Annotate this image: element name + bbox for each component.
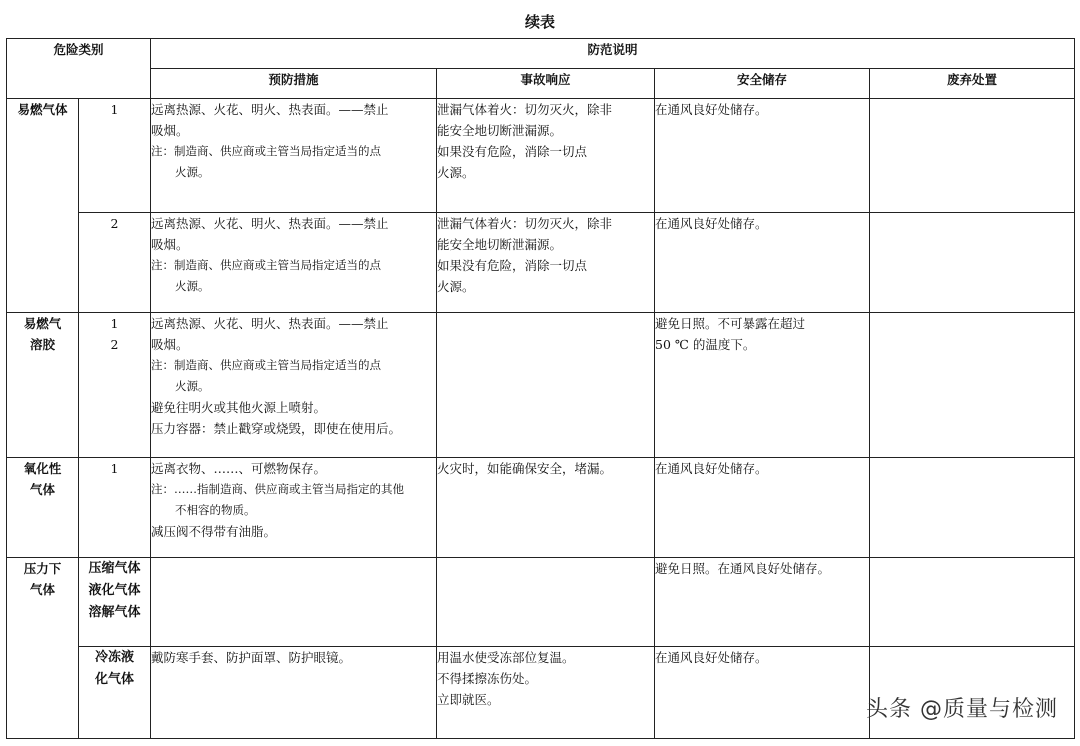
header-row-1 [7, 39, 1075, 69]
note-line: 不相容的物质。 [175, 503, 256, 517]
note-line: 注：制造商、供应商或主管当局指定适当的点 [151, 258, 382, 272]
prevention-note [151, 355, 436, 397]
response-cell [437, 647, 655, 739]
disposal-cell [870, 458, 1075, 558]
response-text: 泄漏气体着火：切勿灭火，除非 [437, 102, 613, 117]
prevention-note [151, 479, 436, 521]
storage-text: 避免日照。不可暴露在超过 [655, 316, 806, 331]
table-row [7, 558, 1075, 647]
table-row [7, 99, 1075, 213]
response-cell [437, 213, 655, 313]
class-label: 压缩气体 [88, 561, 141, 576]
header-hazard-class: 危险类别 [7, 39, 151, 99]
response-cell [437, 458, 655, 558]
prevention-text: 吸烟。 [151, 123, 189, 138]
class-label: 1 [110, 461, 119, 476]
prevention-note [151, 141, 436, 183]
header-prevention: 预防措施 [151, 69, 437, 99]
prevention-cell [151, 313, 437, 458]
category-label: 气体 [29, 482, 55, 497]
prevention-cell [151, 647, 437, 739]
prevention-text: 吸烟。 [151, 337, 189, 352]
prevention-text: 吸烟。 [151, 237, 189, 252]
header-storage: 安全储存 [655, 69, 870, 99]
response-text: 不得揉擦冻伤处。 [437, 671, 538, 686]
watermark: 头条 @质量与检测 [866, 697, 1058, 722]
note-line: 注：……指制造商、供应商或主管当局指定的其他 [151, 482, 405, 496]
response-text: 能安全地切断泄漏源。 [437, 123, 563, 138]
response-text: 立即就医。 [437, 692, 500, 707]
header-response: 事故响应 [437, 69, 655, 99]
class-label: 1 [110, 102, 119, 117]
prevention-text: 戴防寒手套、防护面罩、防护眼镜。 [151, 650, 352, 665]
class-label: 2 [110, 337, 119, 352]
class-cell [79, 213, 151, 313]
class-cell [79, 99, 151, 213]
disposal-cell [870, 99, 1075, 213]
prevention-text: 远离热源、火花、明火、热表面。——禁止 [151, 216, 389, 231]
storage-cell [655, 558, 870, 647]
header-precaution-group: 防范说明 [151, 39, 1075, 69]
storage-text: 在通风良好处储存。 [655, 461, 768, 476]
storage-text: 在通风良好处储存。 [655, 216, 768, 231]
storage-cell [655, 213, 870, 313]
class-label: 2 [110, 216, 119, 231]
storage-cell [655, 458, 870, 558]
note-line: 火源。 [175, 165, 210, 179]
category-cell [7, 313, 79, 458]
response-cell [437, 313, 655, 458]
prevention-text: 远离热源、火花、明火、热表面。——禁止 [151, 316, 389, 331]
class-cell [79, 458, 151, 558]
prevention-note [151, 255, 436, 297]
class-cell [79, 558, 151, 647]
category-cell [7, 558, 79, 739]
table-row [7, 213, 1075, 313]
table-row [7, 458, 1075, 558]
prevention-text: 远离热源、火花、明火、热表面。——禁止 [151, 102, 389, 117]
note-line: 注：制造商、供应商或主管当局指定适当的点 [151, 358, 382, 372]
table-row [7, 313, 1075, 458]
category-cell [7, 458, 79, 558]
response-text: 火源。 [437, 165, 475, 180]
storage-text: 在通风良好处储存。 [655, 102, 768, 117]
prevention-cell [151, 99, 437, 213]
class-label: 冷冻液 [95, 650, 135, 665]
category-label: 气体 [29, 582, 55, 597]
class-label: 化气体 [95, 672, 135, 687]
disposal-cell [870, 213, 1075, 313]
response-cell [437, 99, 655, 213]
class-label: 液化气体 [88, 583, 141, 598]
class-cell [79, 647, 151, 739]
prevention-cell [151, 558, 437, 647]
category-label: 溶胶 [29, 337, 55, 352]
response-text: 泄漏气体着火：切勿灭火，除非 [437, 216, 613, 231]
note-line: 火源。 [175, 379, 210, 393]
category-label: 易燃气体 [17, 102, 68, 117]
disposal-cell [870, 313, 1075, 458]
prevention-cell [151, 213, 437, 313]
category-label: 压力下 [23, 561, 62, 576]
hazard-precaution-table [6, 38, 1075, 739]
class-label: 溶解气体 [88, 605, 141, 620]
category-label: 氧化性 [23, 461, 62, 476]
storage-cell [655, 647, 870, 739]
prevention-text: 减压阀不得带有油脂。 [151, 524, 277, 539]
response-cell [437, 558, 655, 647]
category-cell [7, 99, 79, 313]
class-cell [79, 313, 151, 458]
storage-cell [655, 313, 870, 458]
response-text: 火灾时，如能确保安全，堵漏。 [437, 461, 613, 476]
storage-text: 避免日照。在通风良好处储存。 [655, 561, 831, 576]
storage-text: 50 ℃ 的温度下。 [655, 337, 756, 352]
storage-cell [655, 99, 870, 213]
header-disposal: 废弃处置 [870, 69, 1075, 99]
table-caption: 续表 [524, 13, 555, 31]
response-text: 火源。 [437, 279, 475, 294]
storage-text: 在通风良好处储存。 [655, 650, 768, 665]
note-line: 注：制造商、供应商或主管当局指定适当的点 [151, 144, 382, 158]
header-row-2 [7, 69, 1075, 99]
disposal-cell [870, 558, 1075, 647]
response-text: 能安全地切断泄漏源。 [437, 237, 563, 252]
note-line: 火源。 [175, 279, 210, 293]
response-text: 如果没有危险，消除一切点 [437, 144, 588, 159]
response-text: 如果没有危险，消除一切点 [437, 258, 588, 273]
prevention-cell [151, 458, 437, 558]
category-label: 易燃气 [23, 316, 62, 331]
prevention-text: 远离衣物、……、可燃物保存。 [151, 461, 327, 476]
prevention-text: 压力容器：禁止戳穿或烧毁，即使在使用后。 [151, 421, 402, 436]
prevention-text: 避免往明火或其他火源上喷射。 [151, 400, 327, 415]
response-text: 用温水使受冻部位复温。 [437, 650, 575, 665]
class-label: 1 [110, 316, 119, 331]
